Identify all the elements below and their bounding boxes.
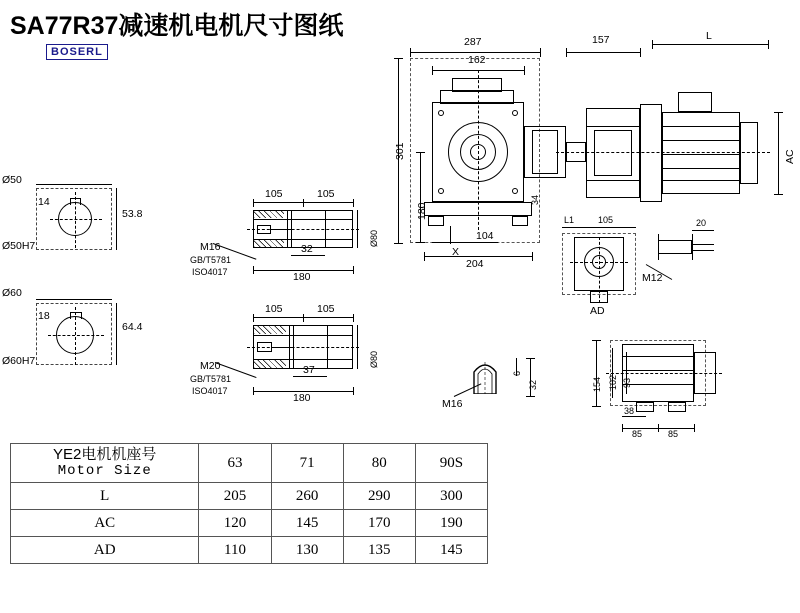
row-AC-value-1: 145: [271, 510, 343, 537]
table-row: [11, 483, 488, 510]
hollow2-dim-180: 180: [293, 392, 311, 404]
hollow1-standard-2: ISO4017: [192, 267, 228, 277]
dim-93: 93: [622, 377, 632, 388]
cone-detail-view: [442, 350, 560, 430]
hollow2-dia-label: Ø80: [369, 350, 379, 368]
shaft1-key-width: 14: [38, 196, 50, 208]
row-L-value-0: 205: [199, 483, 271, 510]
dim-154: 154: [592, 376, 602, 392]
dim-287: 287: [464, 36, 482, 48]
shaft1-dia-label: Ø50: [2, 174, 22, 186]
shaft2-fit-label: Ø60H7: [2, 355, 36, 367]
cone-shape: [468, 358, 502, 394]
hollow2-standard-2: ISO4017: [192, 386, 228, 396]
header-value-90s: 90S: [415, 444, 487, 483]
table-row-header: [11, 444, 488, 483]
dim-6: 6: [512, 370, 522, 376]
hollow2-standard-1: GB/T5781: [190, 374, 232, 384]
dim-34: 34: [530, 194, 540, 205]
header-value-71: 71: [271, 444, 343, 483]
hollow1-dim-105a: 105: [265, 188, 283, 200]
header-value-63: 63: [199, 444, 271, 483]
hollow2-dim-105a: 105: [265, 303, 283, 315]
row-L-value-2: 290: [343, 483, 415, 510]
dim-38: 38: [624, 406, 635, 416]
table-row: [11, 537, 488, 564]
label-M12: M12: [642, 272, 663, 284]
hollow-shaft-view-2: [190, 300, 379, 410]
hollow1-thread-label: M16: [200, 241, 221, 253]
row-label-AD: AD: [11, 537, 199, 564]
motor-detail-view: [580, 330, 790, 440]
dim-102: 102: [608, 374, 618, 390]
row-AD-value-0: 110: [199, 537, 271, 564]
row-L-value-1: 260: [271, 483, 343, 510]
shaft2-height: 64.4: [122, 321, 143, 333]
row-AC-value-0: 120: [199, 510, 271, 537]
hollow1-dim-105b: 105: [317, 188, 335, 200]
shaft1-fit-label: Ø50H7: [2, 240, 36, 252]
hollow2-dim-37: 37: [303, 364, 315, 376]
hollow2-dim-105b: 105: [317, 303, 335, 315]
dim-flange-105: 105: [598, 215, 614, 225]
table-row: [11, 510, 488, 537]
row-AD-value-1: 130: [271, 537, 343, 564]
shaft-view-2: [0, 285, 150, 385]
dim-104: 104: [476, 230, 494, 242]
header-label-cell: [11, 444, 199, 483]
dim-301: 301: [394, 142, 406, 160]
dim-20: 20: [696, 218, 707, 228]
dim-AC: AC: [784, 149, 796, 164]
bolt-detail-view: [640, 220, 730, 310]
label-M16-cone: M16: [442, 398, 463, 410]
row-label-L: L: [11, 483, 199, 510]
hollow1-dia-label: Ø80: [369, 229, 379, 247]
hollow2-thread-label: M20: [200, 360, 221, 372]
header-label-en: Motor Size: [57, 463, 152, 479]
hollow1-dim-32: 32: [301, 243, 313, 255]
label-AD: AD: [590, 305, 605, 317]
shaft2-dia-label: Ø60: [2, 287, 22, 299]
spec-table: [10, 443, 488, 564]
row-AD-value-3: 145: [415, 537, 487, 564]
brand-logo: BOSERL: [46, 44, 108, 60]
dim-204: 204: [466, 258, 484, 270]
row-AC-value-2: 170: [343, 510, 415, 537]
hollow1-dim-180: 180: [293, 271, 311, 283]
row-L-value-3: 300: [415, 483, 487, 510]
row-AD-value-2: 135: [343, 537, 415, 564]
spec-table-wrapper: [10, 443, 488, 564]
dim-85a: 85: [632, 429, 643, 439]
hollow-shaft-view-1: [190, 185, 379, 290]
row-label-AC: AC: [11, 510, 199, 537]
row-AC-value-3: 190: [415, 510, 487, 537]
shaft-view-1: [0, 170, 150, 270]
header-value-80: 80: [343, 444, 415, 483]
hollow1-standard-1: GB/T5781: [190, 255, 232, 265]
dim-32: 32: [528, 379, 538, 390]
dim-L1: L1: [564, 215, 575, 225]
dim-L: L: [706, 30, 712, 42]
page-title: SA77R37减速机电机尺寸图纸: [10, 12, 344, 40]
dim-162: 162: [468, 54, 486, 66]
label-X: X: [452, 246, 460, 258]
dim-85b: 85: [668, 429, 679, 439]
dim-180: 180: [416, 202, 428, 220]
header-label-cn: YE2电机机座号: [53, 446, 157, 463]
shaft2-key-width: 18: [38, 310, 50, 322]
shaft1-height: 53.8: [122, 208, 143, 220]
dim-157: 157: [592, 34, 610, 46]
